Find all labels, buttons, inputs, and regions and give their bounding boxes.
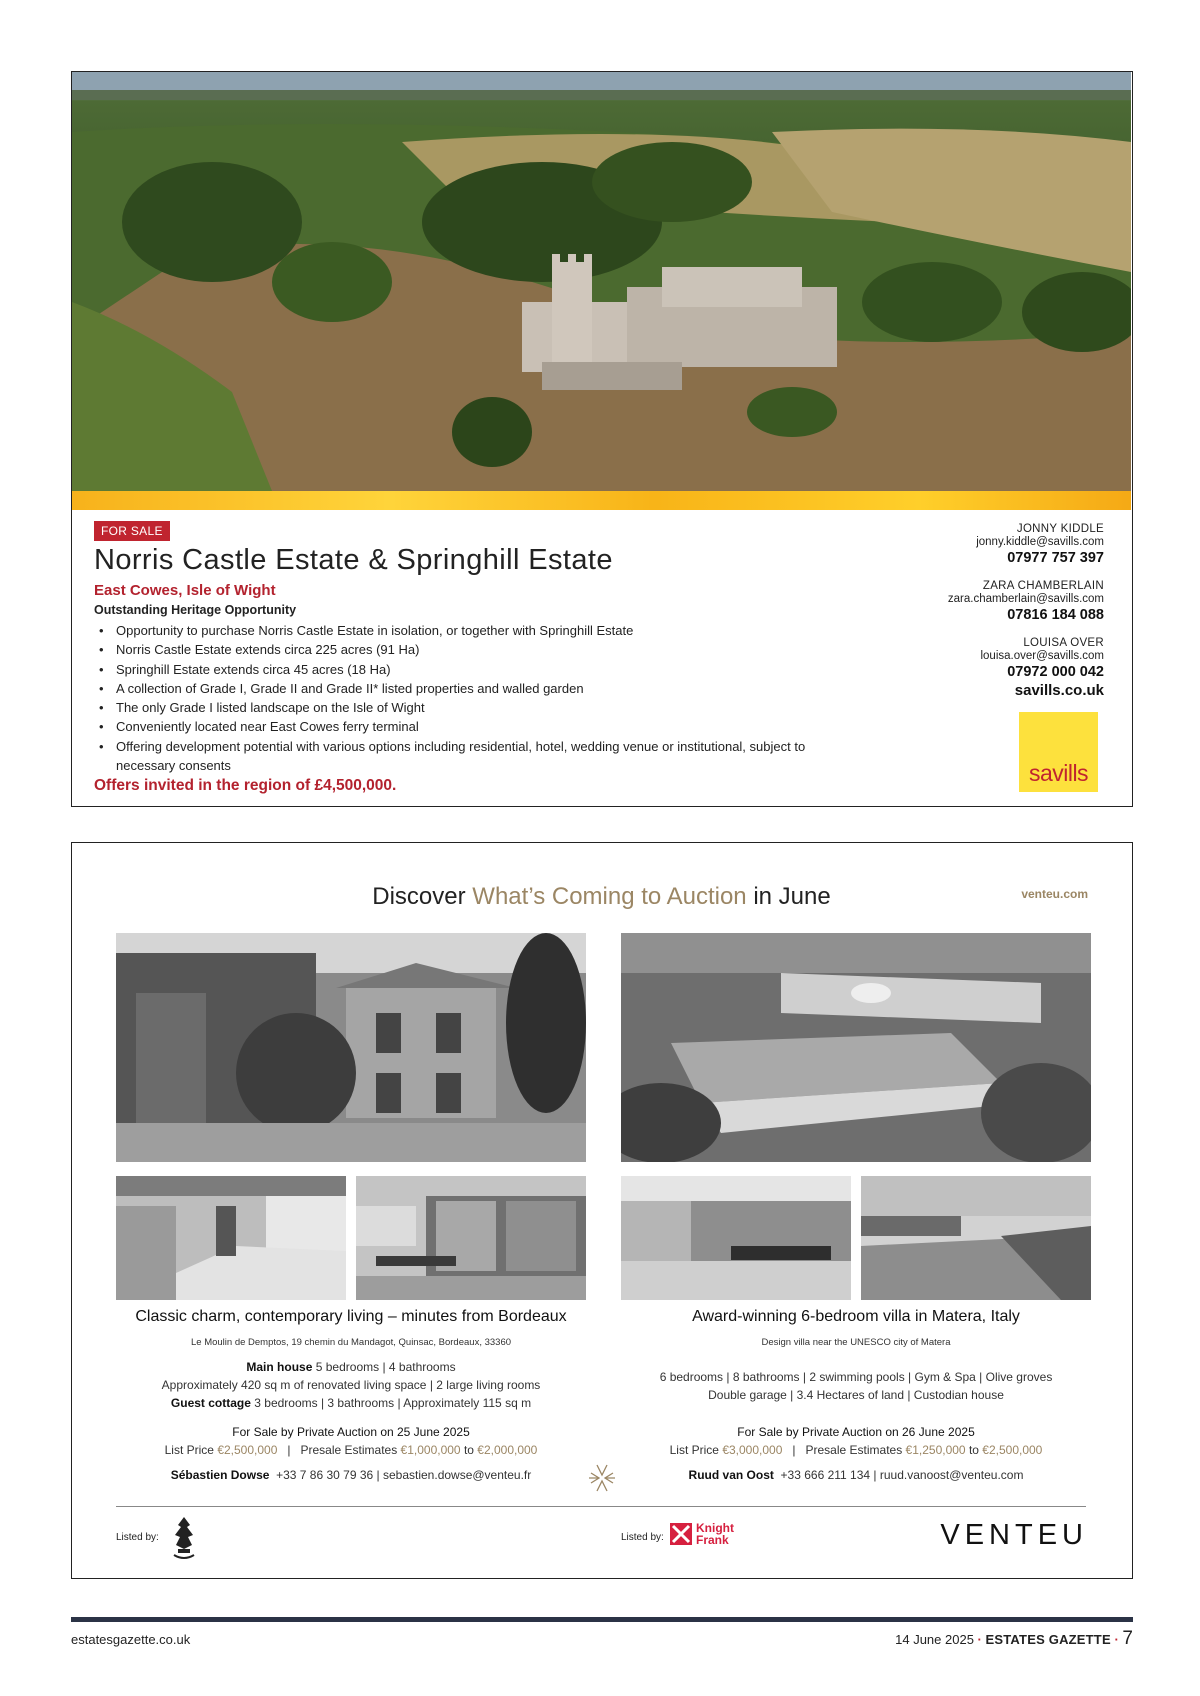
- matera-interior-photo: [621, 1176, 851, 1300]
- matera-prices: List Price €3,000,000 | Presale Estimates €1,250,000 to €2,500,000: [669, 1443, 1043, 1457]
- price-label: Presale Estimates: [805, 1443, 906, 1457]
- property-title: Norris Castle Estate & Springhill Estate: [94, 544, 613, 576]
- feature-list: [94, 621, 854, 775]
- feature-item: • The only Grade I listed landscape on the Isle of Wight: [94, 698, 854, 717]
- feature-item: • Springhill Estate extends circa 45 acres (18 Ha): [94, 660, 854, 679]
- estimate-high: €2,500,000: [982, 1443, 1043, 1457]
- contact-card: [844, 523, 1104, 567]
- bordeaux-auction-date: For Sale by Private Auction on 25 June 2025: [232, 1425, 470, 1439]
- footer-website[interactable]: estatesgazette.co.uk: [71, 1632, 191, 1647]
- savills-advert: [71, 71, 1133, 807]
- agent-name: Ruud van Oost: [688, 1468, 774, 1482]
- matera-agent-contact: [622, 1468, 1090, 1482]
- property-location: East Cowes, Isle of Wight: [94, 582, 276, 599]
- venteu-logo: VENTEU: [940, 1519, 1088, 1551]
- auction-headline: [72, 883, 1131, 911]
- headline-part: Discover: [372, 883, 473, 910]
- brand-color-strip: [72, 491, 1131, 510]
- agent-name: Sébastien Dowse: [170, 1468, 270, 1482]
- bordeaux-address: Le Moulin de Demptos, 19 chemin du Mandagot, Quinsac, Bordeaux, 33360: [190, 1337, 512, 1348]
- feature-item: • Opportunity to purchase Norris Castle Estate in isolation, or together with Springhill Estate: [94, 621, 854, 640]
- spec-value: 5 bedrooms | 4 bathrooms: [312, 1360, 456, 1374]
- matera-listing-title: Award-winning 6-bedroom villa in Matera, Italy: [692, 1308, 1020, 1325]
- bordeaux-main-photo: [116, 933, 586, 1162]
- estimate-high: €2,000,000: [477, 1443, 538, 1457]
- matera-specs: [622, 1368, 1090, 1404]
- knight-frank-text: Knight Frank: [696, 1521, 734, 1547]
- list-price: €2,500,000: [217, 1443, 278, 1457]
- listed-by-label: Listed by:: [116, 1532, 159, 1543]
- divider: [116, 1506, 1086, 1507]
- agent-details[interactable]: +33 666 211 134 | ruud.vanoost@venteu.com: [780, 1468, 1024, 1482]
- contact-email[interactable]: jonny.kiddle@savills.com: [976, 536, 1104, 548]
- matera-auction-date: For Sale by Private Auction on 26 June 2025: [737, 1425, 975, 1439]
- savills-website-link[interactable]: savills.co.uk: [1014, 682, 1104, 699]
- contact-card: [844, 637, 1104, 681]
- estimate-low: €1,250,000: [905, 1443, 966, 1457]
- savills-logo-text: savills: [1028, 760, 1089, 786]
- bordeaux-kitchen-photo: [116, 1176, 346, 1300]
- savills-logo: [1019, 712, 1098, 792]
- agent-details[interactable]: +33 7 86 30 79 36 | sebastien.dowse@venteu.fr: [276, 1468, 532, 1482]
- castle-aerial-illustration: [72, 72, 1131, 491]
- agent-contacts: [844, 523, 1104, 694]
- contact-phone[interactable]: 07977 757 397: [1007, 550, 1104, 566]
- headline-part: in June: [746, 883, 831, 910]
- contact-name: LOUISA OVER: [1023, 637, 1104, 649]
- spec-value: 3 bedrooms | 3 bathrooms | Approximately 115 sq m: [250, 1396, 532, 1410]
- bordeaux-listing-title: Classic charm, contemporary living – minutes from Bordeaux: [135, 1308, 567, 1325]
- contact-name: ZARA CHAMBERLAIN: [982, 580, 1104, 592]
- estimate-sep: to: [460, 1443, 478, 1457]
- matera-main-photo: [621, 933, 1091, 1162]
- knight-frank-logo: [670, 1522, 738, 1546]
- spec-line: 6 bedrooms | 8 bathrooms | 2 swimming pools | Gym & Spa | Olive groves: [659, 1370, 1053, 1384]
- venteu-advert: [71, 842, 1133, 1579]
- crest-logo-icon: [168, 1515, 200, 1561]
- issue-date: 14 June 2025: [895, 1632, 974, 1647]
- for-sale-badge: FOR SALE: [94, 521, 170, 541]
- matera-pool-photo: [861, 1176, 1091, 1300]
- price-guide: Offers invited in the region of £4,500,000.: [94, 777, 397, 794]
- contact-email[interactable]: zara.chamberlain@savills.com: [947, 593, 1104, 605]
- contact-phone[interactable]: 07816 184 088: [1007, 607, 1104, 623]
- price-label: Presale Estimates: [300, 1443, 401, 1457]
- knight-frank-mark-icon: [670, 1523, 692, 1545]
- headline-accent: What’s Coming to Auction: [472, 883, 747, 910]
- price-label: List Price: [164, 1443, 218, 1457]
- footer-rule: [71, 1617, 1133, 1622]
- estimate-low: €1,000,000: [400, 1443, 461, 1457]
- list-price: €3,000,000: [722, 1443, 783, 1457]
- bordeaux-agent-contact: [117, 1468, 585, 1482]
- feature-item: • Conveniently located near East Cowes ferry terminal: [94, 717, 854, 736]
- spec-line: Approximately 420 sq m of renovated living space | 2 large living rooms: [161, 1378, 541, 1392]
- page-number: 7: [1122, 1628, 1133, 1649]
- venteu-ornament-icon: [587, 1463, 617, 1493]
- separator: ·: [977, 1632, 982, 1647]
- listed-by-label: Listed by:: [621, 1532, 664, 1543]
- feature-item: • Offering development potential with various options including residential, hotel, wedding venue or institutional, subject to necessary consents: [94, 737, 854, 776]
- feature-item: • A collection of Grade I, Grade II and Grade II* listed properties and walled garden: [94, 679, 854, 698]
- contact-name: JONNY KIDDLE: [1016, 523, 1104, 535]
- bordeaux-prices: List Price €2,500,000 | Presale Estimates €1,000,000 to €2,000,000: [164, 1443, 538, 1457]
- bordeaux-specs: [117, 1358, 585, 1412]
- separator: ·: [1114, 1632, 1119, 1647]
- contact-card: [844, 580, 1104, 624]
- contact-email[interactable]: louisa.over@savills.com: [980, 650, 1104, 662]
- property-subheading: Outstanding Heritage Opportunity: [94, 603, 297, 617]
- feature-item: • Norris Castle Estate extends circa 225 acres (91 Ha): [94, 640, 854, 659]
- footer-issue-info: [895, 1628, 1133, 1650]
- matera-address: Design villa near the UNESCO city of Matera: [761, 1337, 951, 1348]
- price-label: List Price: [669, 1443, 723, 1457]
- spec-line: Double garage | 3.4 Hectares of land | Custodian house: [708, 1388, 1004, 1402]
- spec-label: Guest cottage: [170, 1396, 251, 1410]
- bordeaux-dining-photo: [356, 1176, 586, 1300]
- estimate-sep: to: [965, 1443, 983, 1457]
- castle-aerial-photo: [72, 72, 1131, 491]
- venteu-website-link[interactable]: venteu.com: [1021, 887, 1088, 901]
- publication-name: ESTATES GAZETTE: [985, 1632, 1111, 1647]
- spec-label: Main house: [246, 1360, 313, 1374]
- contact-phone[interactable]: 07972 000 042: [1007, 664, 1104, 680]
